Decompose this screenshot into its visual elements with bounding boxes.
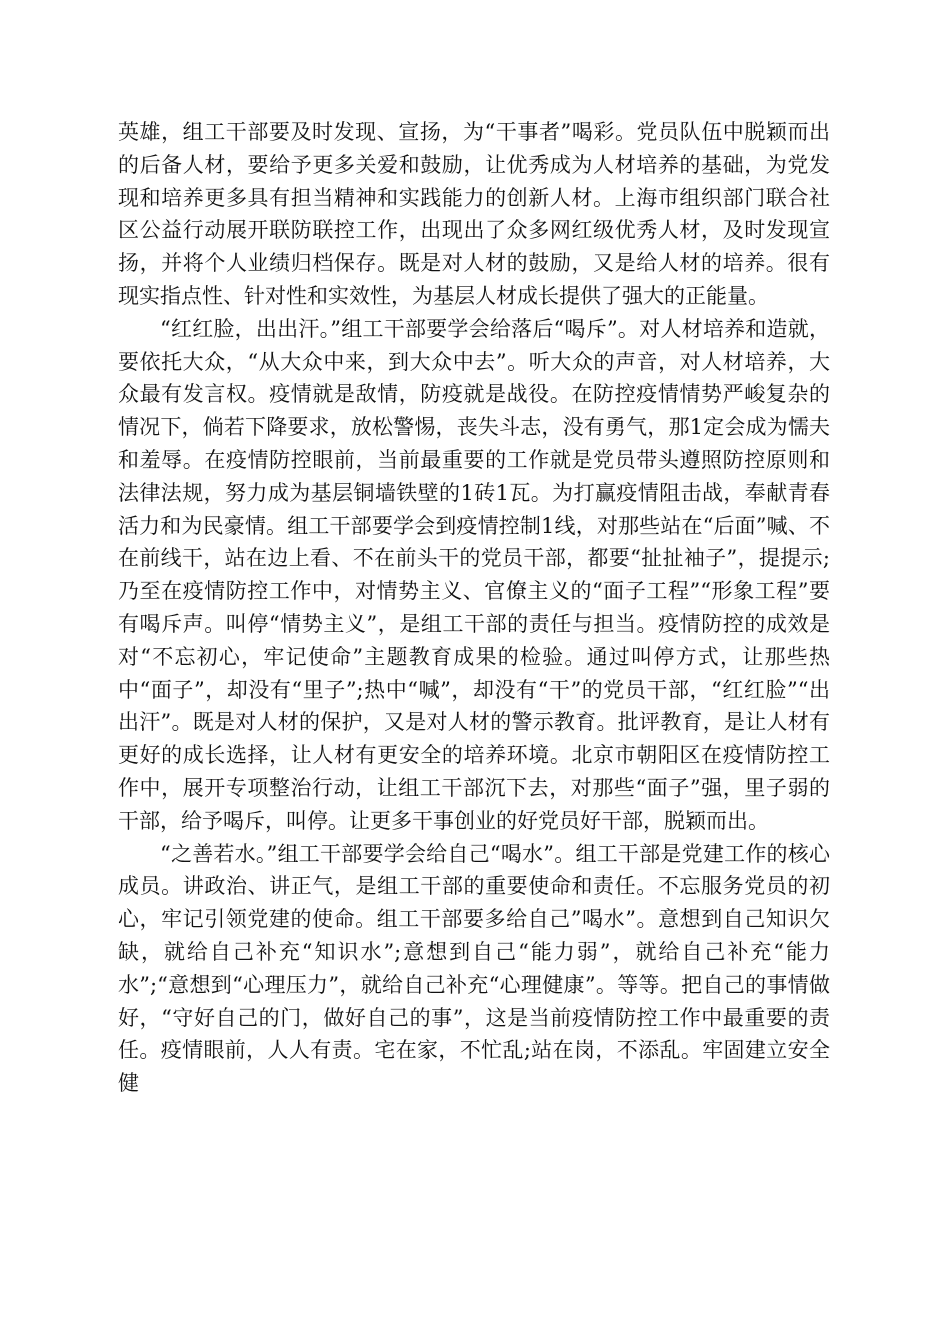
paragraph-1: 英雄，组工干部要及时发现、宣扬，为“干事者”喝彩。党员队伍中脱颖而出的后备人材，要给予更多关爱和鼓励，让优秀成为人材培养的基础，为党发现和培养更多具有担当精神和实践能力的创新人材。上海市组织部门联合社区公益行动展开联防联控工作，出现出了众多网红级优秀人材，及时发现宣扬，并将个人业绩归档保存。既是对人材的鼓励，又是给人材的培养。很有现实指点性、针对性和实效性，为基层人材成长提供了强大的正能量。 (118, 120, 830, 308)
paragraph-3: “之善若水。”组工干部要学会给自己“喝水”。组工干部是党建工作的核心成员。讲政治、讲正气，是组工干部的重要使命和责任。不忘服务党员的初心，牢记引领党建的使命。组工干部要多给自己”喝水”。意想到自己知识欠缺，就给自己补充“知识水”;意想到自己“能力弱”，就给自己补充“能力水”;“意想到“心理压力”，就给自己补充“心理健康”。等等。把自己的事情做好，“守好自己的门，做好自己的事”，这是当前疫情防控工作中最重要的责任。疫情眼前，人人有责。宅在家，不忙乱;站在岗，不添乱。牢固建立安全健 (118, 841, 830, 1096)
document-page (118, 116, 830, 1100)
paragraph-2: “红红脸，出出汗。”组工干部要学会给落后“喝斥”。对人材培养和造就，要依托大众，“从大众中来，到大众中去”。听大众的声音，对人材培养，大众最有发言权。疫情就是敌情，防疫就是战役。在防控疫情情势严峻复杂的情况下，倘若下降要求，放松警惕，丧失斗志，没有勇气，那1定会成为懦夫和羞辱。在疫情防控眼前，当前最重要的工作就是党员带头遵照防控原则和法律法规，努力成为基层铜墙铁壁的1砖1瓦。为打赢疫情阻击战，奉献青春活力和为民豪情。组工干部要学会到疫情控制1线，对那些站在“后面”喊、不在前线干，站在边上看、不在前头干的党员干部，都要“扯扯袖子”，提提示;乃至在疫情防控工作中，对情势主义、官僚主义的“面子工程”“形象工程”要有喝斥声。叫停“情势主义”，是组工干部的责任与担当。疫情防控的成效是对“不忘初心，牢记使命”主题教育成果的检验。通过叫停方式，让那些热中“面子”，却没有“里子”;热中“喊”，却没有“干”的党员干部，“红红脸”“出出汗”。既是对人材的保护，又是对人材的警示教育。批评教育，是让人材有更好的成长选择，让人材有更安全的培养环境。北京市朝阳区在疫情防控工作中，展开专项整治行动，让组工干部沉下去，对那些“面子”强，里子弱的干部，给予喝斥，叫停。让更多干事创业的好党员好干部，脱颖而出。 (118, 316, 830, 833)
